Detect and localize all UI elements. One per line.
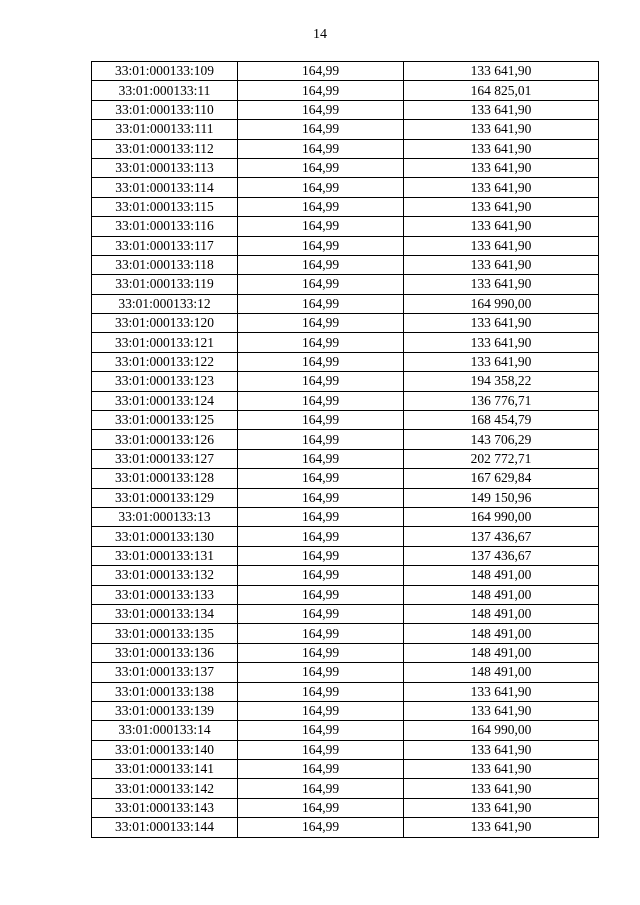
table-row xyxy=(92,333,599,352)
cadastral-number-cell: 33:01:000133:14 xyxy=(92,721,238,740)
area-cell: 164,99 xyxy=(238,682,404,701)
value-cell: 133 641,90 xyxy=(404,139,599,158)
cadastral-number-cell: 33:01:000133:138 xyxy=(92,682,238,701)
table-row xyxy=(92,663,599,682)
cadastral-number-cell: 33:01:000133:124 xyxy=(92,391,238,410)
area-cell: 164,99 xyxy=(238,352,404,371)
area-cell: 164,99 xyxy=(238,488,404,507)
area-cell: 164,99 xyxy=(238,779,404,798)
cadastral-number-cell: 33:01:000133:130 xyxy=(92,527,238,546)
area-cell: 164,99 xyxy=(238,546,404,565)
area-cell: 164,99 xyxy=(238,391,404,410)
table-row xyxy=(92,546,599,565)
cadastral-number-cell: 33:01:000133:118 xyxy=(92,255,238,274)
cadastral-number-cell: 33:01:000133:110 xyxy=(92,100,238,119)
table-row xyxy=(92,624,599,643)
value-cell: 133 641,90 xyxy=(404,314,599,333)
value-cell: 133 641,90 xyxy=(404,333,599,352)
value-cell: 164 825,01 xyxy=(404,81,599,100)
value-cell: 137 436,67 xyxy=(404,527,599,546)
table-row xyxy=(92,139,599,158)
value-cell: 133 641,90 xyxy=(404,217,599,236)
table-row xyxy=(92,197,599,216)
table-row xyxy=(92,391,599,410)
value-cell: 133 641,90 xyxy=(404,178,599,197)
value-cell: 133 641,90 xyxy=(404,701,599,720)
cadastral-number-cell: 33:01:000133:140 xyxy=(92,740,238,759)
table-row xyxy=(92,62,599,81)
table-row xyxy=(92,255,599,274)
area-cell: 164,99 xyxy=(238,100,404,119)
value-cell: 133 641,90 xyxy=(404,62,599,81)
value-cell: 137 436,67 xyxy=(404,546,599,565)
cadastral-number-cell: 33:01:000133:111 xyxy=(92,120,238,139)
area-cell: 164,99 xyxy=(238,255,404,274)
area-cell: 164,99 xyxy=(238,158,404,177)
cadastral-number-cell: 33:01:000133:139 xyxy=(92,701,238,720)
value-cell: 167 629,84 xyxy=(404,469,599,488)
value-cell: 133 641,90 xyxy=(404,197,599,216)
area-cell: 164,99 xyxy=(238,721,404,740)
table-row xyxy=(92,740,599,759)
table-row xyxy=(92,294,599,313)
value-cell: 136 776,71 xyxy=(404,391,599,410)
value-cell: 202 772,71 xyxy=(404,449,599,468)
table-row xyxy=(92,158,599,177)
value-cell: 148 491,00 xyxy=(404,604,599,623)
area-cell: 164,99 xyxy=(238,449,404,468)
cadastral-table-body xyxy=(92,62,599,838)
table-row xyxy=(92,411,599,430)
area-cell: 164,99 xyxy=(238,624,404,643)
area-cell: 164,99 xyxy=(238,701,404,720)
area-cell: 164,99 xyxy=(238,120,404,139)
area-cell: 164,99 xyxy=(238,62,404,81)
table-row xyxy=(92,449,599,468)
value-cell: 133 641,90 xyxy=(404,158,599,177)
cadastral-number-cell: 33:01:000133:11 xyxy=(92,81,238,100)
table-row xyxy=(92,430,599,449)
area-cell: 164,99 xyxy=(238,566,404,585)
area-cell: 164,99 xyxy=(238,740,404,759)
cadastral-number-cell: 33:01:000133:115 xyxy=(92,197,238,216)
cadastral-number-cell: 33:01:000133:117 xyxy=(92,236,238,255)
value-cell: 148 491,00 xyxy=(404,585,599,604)
cadastral-number-cell: 33:01:000133:112 xyxy=(92,139,238,158)
table-row xyxy=(92,178,599,197)
value-cell: 133 641,90 xyxy=(404,779,599,798)
area-cell: 164,99 xyxy=(238,760,404,779)
table-row xyxy=(92,779,599,798)
value-cell: 133 641,90 xyxy=(404,798,599,817)
cadastral-number-cell: 33:01:000133:122 xyxy=(92,352,238,371)
value-cell: 194 358,22 xyxy=(404,372,599,391)
value-cell: 133 641,90 xyxy=(404,100,599,119)
cadastral-number-cell: 33:01:000133:135 xyxy=(92,624,238,643)
table-row xyxy=(92,372,599,391)
cadastral-number-cell: 33:01:000133:141 xyxy=(92,760,238,779)
area-cell: 164,99 xyxy=(238,81,404,100)
cadastral-number-cell: 33:01:000133:125 xyxy=(92,411,238,430)
value-cell: 168 454,79 xyxy=(404,411,599,430)
cadastral-number-cell: 33:01:000133:128 xyxy=(92,469,238,488)
cadastral-number-cell: 33:01:000133:137 xyxy=(92,663,238,682)
area-cell: 164,99 xyxy=(238,236,404,255)
cadastral-table xyxy=(91,61,599,838)
cadastral-number-cell: 33:01:000133:109 xyxy=(92,62,238,81)
value-cell: 133 641,90 xyxy=(404,818,599,837)
value-cell: 133 641,90 xyxy=(404,255,599,274)
area-cell: 164,99 xyxy=(238,197,404,216)
table-row xyxy=(92,217,599,236)
page-number: 14 xyxy=(313,27,327,42)
area-cell: 164,99 xyxy=(238,411,404,430)
area-cell: 164,99 xyxy=(238,294,404,313)
cadastral-number-cell: 33:01:000133:116 xyxy=(92,217,238,236)
area-cell: 164,99 xyxy=(238,585,404,604)
table-row xyxy=(92,566,599,585)
area-cell: 164,99 xyxy=(238,178,404,197)
table-row xyxy=(92,120,599,139)
value-cell: 164 990,00 xyxy=(404,294,599,313)
cadastral-number-cell: 33:01:000133:12 xyxy=(92,294,238,313)
table-row xyxy=(92,81,599,100)
table-row xyxy=(92,488,599,507)
cadastral-number-cell: 33:01:000133:132 xyxy=(92,566,238,585)
value-cell: 133 641,90 xyxy=(404,760,599,779)
value-cell: 143 706,29 xyxy=(404,430,599,449)
area-cell: 164,99 xyxy=(238,798,404,817)
area-cell: 164,99 xyxy=(238,507,404,526)
cadastral-number-cell: 33:01:000133:143 xyxy=(92,798,238,817)
value-cell: 148 491,00 xyxy=(404,566,599,585)
table-row xyxy=(92,100,599,119)
value-cell: 133 641,90 xyxy=(404,682,599,701)
cadastral-number-cell: 33:01:000133:121 xyxy=(92,333,238,352)
area-cell: 164,99 xyxy=(238,643,404,662)
table-row xyxy=(92,721,599,740)
cadastral-number-cell: 33:01:000133:120 xyxy=(92,314,238,333)
table-row xyxy=(92,643,599,662)
value-cell: 133 641,90 xyxy=(404,275,599,294)
area-cell: 164,99 xyxy=(238,469,404,488)
table-row xyxy=(92,275,599,294)
cadastral-number-cell: 33:01:000133:127 xyxy=(92,449,238,468)
area-cell: 164,99 xyxy=(238,217,404,236)
table-row xyxy=(92,352,599,371)
cadastral-number-cell: 33:01:000133:136 xyxy=(92,643,238,662)
area-cell: 164,99 xyxy=(238,430,404,449)
table-row xyxy=(92,469,599,488)
table-row xyxy=(92,236,599,255)
table-row xyxy=(92,585,599,604)
area-cell: 164,99 xyxy=(238,604,404,623)
table-row xyxy=(92,760,599,779)
table-row xyxy=(92,701,599,720)
value-cell: 164 990,00 xyxy=(404,507,599,526)
value-cell: 148 491,00 xyxy=(404,663,599,682)
table-row xyxy=(92,798,599,817)
cadastral-number-cell: 33:01:000133:142 xyxy=(92,779,238,798)
area-cell: 164,99 xyxy=(238,333,404,352)
area-cell: 164,99 xyxy=(238,372,404,391)
value-cell: 133 641,90 xyxy=(404,352,599,371)
table-row xyxy=(92,682,599,701)
value-cell: 149 150,96 xyxy=(404,488,599,507)
table-row xyxy=(92,527,599,546)
cadastral-number-cell: 33:01:000133:131 xyxy=(92,546,238,565)
cadastral-number-cell: 33:01:000133:114 xyxy=(92,178,238,197)
table-row xyxy=(92,507,599,526)
cadastral-number-cell: 33:01:000133:133 xyxy=(92,585,238,604)
cadastral-number-cell: 33:01:000133:13 xyxy=(92,507,238,526)
value-cell: 133 641,90 xyxy=(404,740,599,759)
area-cell: 164,99 xyxy=(238,527,404,546)
area-cell: 164,99 xyxy=(238,314,404,333)
value-cell: 148 491,00 xyxy=(404,624,599,643)
value-cell: 148 491,00 xyxy=(404,643,599,662)
cadastral-number-cell: 33:01:000133:144 xyxy=(92,818,238,837)
area-cell: 164,99 xyxy=(238,818,404,837)
table-row xyxy=(92,818,599,837)
cadastral-number-cell: 33:01:000133:134 xyxy=(92,604,238,623)
table-row xyxy=(92,314,599,333)
cadastral-number-cell: 33:01:000133:119 xyxy=(92,275,238,294)
cadastral-number-cell: 33:01:000133:126 xyxy=(92,430,238,449)
area-cell: 164,99 xyxy=(238,275,404,294)
cadastral-number-cell: 33:01:000133:113 xyxy=(92,158,238,177)
value-cell: 133 641,90 xyxy=(404,120,599,139)
cadastral-number-cell: 33:01:000133:123 xyxy=(92,372,238,391)
value-cell: 133 641,90 xyxy=(404,236,599,255)
cadastral-number-cell: 33:01:000133:129 xyxy=(92,488,238,507)
table-row xyxy=(92,604,599,623)
area-cell: 164,99 xyxy=(238,663,404,682)
area-cell: 164,99 xyxy=(238,139,404,158)
value-cell: 164 990,00 xyxy=(404,721,599,740)
